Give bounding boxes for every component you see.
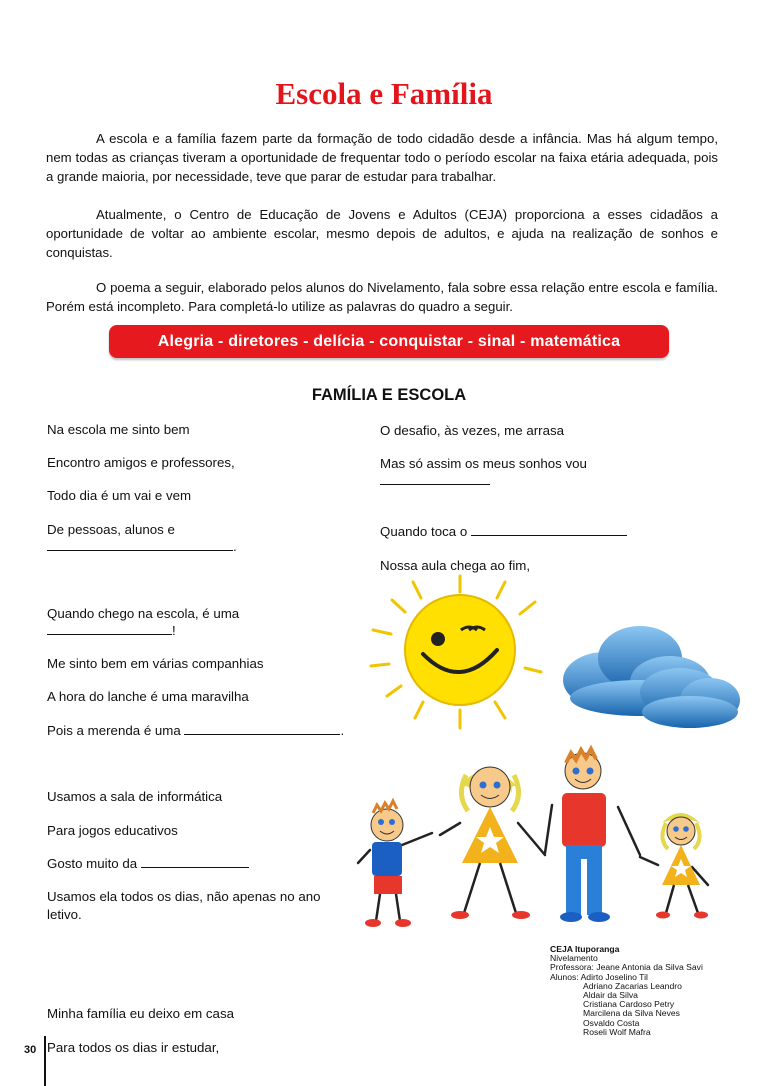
credits-student: Osvaldo Costa bbox=[583, 1017, 640, 1028]
poem-line: Me sinto bem em várias companhias bbox=[47, 656, 264, 671]
fill-in-blank[interactable] bbox=[380, 472, 490, 485]
poem-line: Quando chego na escola, é uma bbox=[47, 606, 240, 621]
fill-in-blank[interactable] bbox=[47, 622, 172, 635]
child-girl bbox=[656, 813, 708, 919]
poem-line-blank bbox=[47, 538, 237, 555]
poem-line: Nossa aula chega ao fim, bbox=[380, 558, 531, 573]
page-number: 30 bbox=[24, 1044, 37, 1056]
father bbox=[560, 749, 610, 922]
credits-student: Aldair da Silva bbox=[583, 990, 638, 1001]
intro-paragraph-1: A escola e a família fazem parte da formação de todo cidadão desde a infância. Mas há algum tempo, nem todas as crianças tiveram a oportunidade de frequentar todo o período escolar na faixa etária adequada, pois a grande maioria, por necessidade, teve que parar de estudar para trabalhar. bbox=[46, 131, 718, 184]
poem-line: Para todos os dias ir estudar, bbox=[47, 1040, 220, 1055]
poem-line bbox=[47, 722, 344, 739]
credits-teacher: Professora: Jeane Antonia da Silva Savi bbox=[550, 962, 703, 973]
poem-line-blank bbox=[47, 622, 176, 639]
child-boy bbox=[365, 801, 411, 927]
poem-line: De pessoas, alunos e bbox=[47, 522, 175, 537]
credits-student: Roseli Wolf Mafra bbox=[583, 1026, 651, 1037]
intro-paragraph-2: Atualmente, o Centro de Educação de Jovens e Adultos (CEJA) proporciona a esses cidadãos a oportunidade de voltar ao ambiente escolar, mesmo depois de adultos, e ajuda na realização de sonhos e conquistas. bbox=[46, 207, 718, 260]
credits-student: Marcilena da Silva Neves bbox=[583, 1008, 680, 1019]
credits-student: Adriano Zacarias Leandro bbox=[583, 980, 682, 991]
poem-line-punct: . bbox=[340, 723, 345, 738]
poem-line: Minha família eu deixo em casa bbox=[47, 1006, 234, 1021]
fill-in-blank[interactable] bbox=[47, 538, 233, 551]
poem-line: Usamos a sala de informática bbox=[47, 789, 223, 804]
poem-line bbox=[380, 523, 627, 540]
sun-illustration bbox=[365, 572, 555, 732]
intro-paragraph-3: O poema a seguir, elaborado pelos alunos do Nivelamento, fala sobre essa relação entre escola e família. Porém está incompleto. Para completá-lo utilize as palavras do quadro a seguir. bbox=[46, 280, 718, 314]
poem-line bbox=[47, 855, 249, 872]
cloud-illustration bbox=[560, 620, 742, 730]
word-bank-box: Alegria - diretores - delícia - conquistar - sinal - matemática bbox=[109, 325, 669, 358]
credits-class: Nivelamento bbox=[550, 953, 598, 964]
poem-line-punct: ! bbox=[172, 623, 176, 638]
poem-line-blank bbox=[380, 472, 490, 489]
mother bbox=[451, 767, 530, 919]
poem-line: Na escola me sinto bem bbox=[47, 422, 190, 437]
poem-line: Para jogos educativos bbox=[47, 823, 178, 838]
poem-line: Mas só assim os meus sonhos vou bbox=[380, 456, 587, 471]
poem-line: letivo. bbox=[47, 907, 82, 922]
poem-title: FAMÍLIA E ESCOLA bbox=[311, 386, 467, 404]
fill-in-blank[interactable] bbox=[184, 722, 340, 735]
poem-line: Usamos ela todos os dias, não apenas no ano bbox=[47, 889, 321, 904]
credits-student: Cristiana Cardoso Petry bbox=[583, 999, 675, 1010]
poem-line-text: Pois a merenda é uma bbox=[47, 723, 181, 738]
fill-in-blank[interactable] bbox=[141, 855, 249, 868]
page-title: Escola e Família bbox=[275, 76, 493, 111]
poem-line: Encontro amigos e professores, bbox=[47, 455, 235, 470]
stick-arms bbox=[358, 805, 708, 885]
credits-students-label: Alunos: Adirto Joselino Til bbox=[550, 971, 648, 982]
poem-line: A hora do lanche é uma maravilha bbox=[47, 689, 249, 704]
credits-school: CEJA Ituporanga bbox=[550, 944, 620, 954]
poem-line-punct: . bbox=[233, 539, 237, 554]
poem-line: Todo dia é um vai e vem bbox=[47, 488, 192, 503]
family-illustration bbox=[340, 745, 730, 940]
fill-in-blank[interactable] bbox=[471, 523, 627, 536]
poem-line: O desafio, às vezes, me arrasa bbox=[380, 423, 565, 438]
poem-line-text: Gosto muito da bbox=[47, 856, 138, 871]
credits-block bbox=[550, 945, 703, 1037]
page-margin-line bbox=[44, 1036, 46, 1086]
poem-line-text: Quando toca o bbox=[380, 524, 468, 539]
